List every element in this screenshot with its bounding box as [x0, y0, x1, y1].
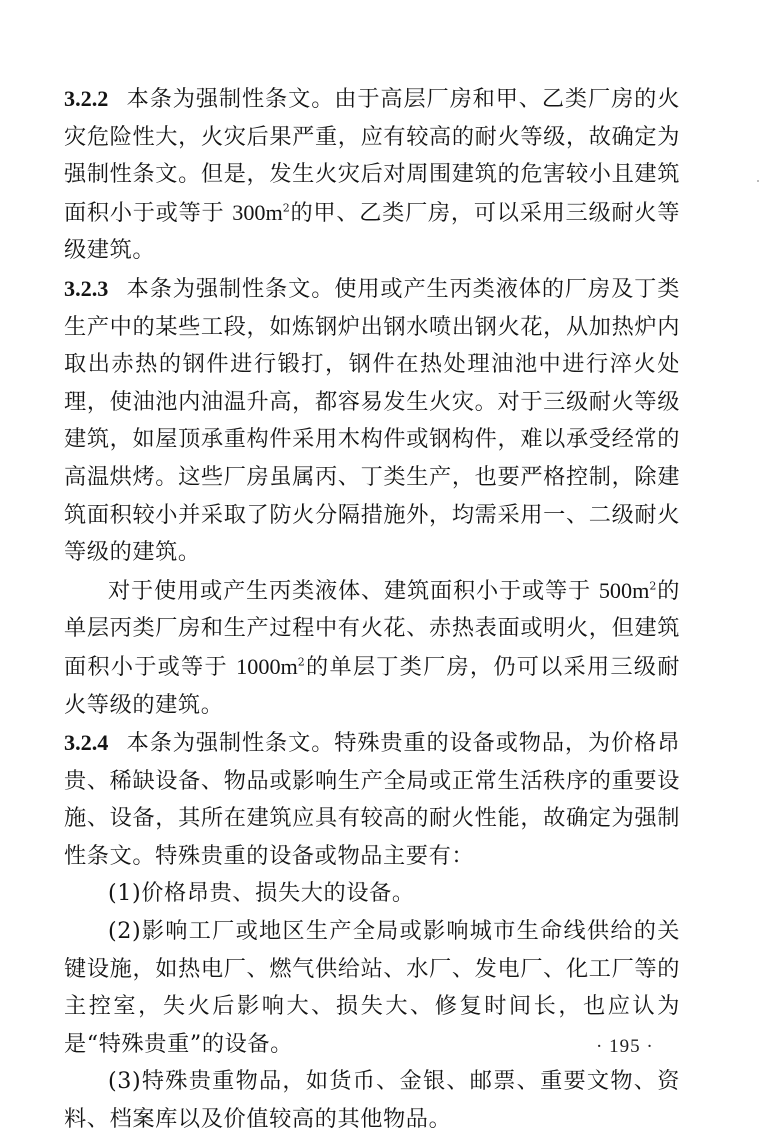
clause-text-end: 的甲、乙类厂房，可以采用三级耐火等级建筑。	[64, 199, 680, 264]
paragraph-text-end: 的单层丁类厂房，仍可以采用三级耐火等级的建筑。	[64, 653, 680, 718]
clause-text: 本条为强制性条文。特殊贵重的设备或物品，为价格昂贵、稀缺设备、物品或影响生产全局或正常生活秩序的重要设施、设备，其所在建筑应具有较高的耐火性能，故确定为强制性条文。特殊贵重的设备或物品主要有：	[64, 730, 680, 869]
clause-number: 3.2.2	[64, 86, 109, 111]
list-item-3: (3)特殊贵重物品，如货币、金银、邮票、重要文物、资料、档案库以及价值较高的其他物品。	[64, 1068, 680, 1133]
scan-speck	[757, 180, 759, 182]
area-value-2: 1000m	[236, 653, 298, 679]
area-superscript-2: 2	[297, 655, 306, 669]
clause-number: 3.2.3	[64, 275, 109, 301]
area-superscript-1: 2	[649, 579, 657, 593]
clause-3-2-3	[64, 270, 680, 572]
clause-3-2-4	[64, 724, 680, 875]
list-item-2: (2)影响工厂或地区生产全局或影响城市生命线供给的关键设施，如热电厂、燃气供给站、水厂、发电厂、化工厂等的主控室，失火后影响大、损失大、修复时间长，也应认为是“特殊贵重”的设备。	[64, 918, 680, 1057]
clause-text: 本条为强制性条文。由于高层厂房和甲、乙类厂房的火灾危险性大，火灾后果严重，应有较高的耐火等级，故确定为强制性条文。但是，发生火灾后对周围建筑的危害较小且建筑面积小于或等于	[64, 86, 680, 226]
area-superscript: 2	[282, 201, 291, 215]
clause-3-2-2	[64, 80, 680, 270]
document-body	[64, 80, 680, 1139]
paragraph-text-mid: 的单层丙类厂房和生产过程中有火花、赤热表面或明火，但建筑面积小于或等于	[64, 577, 680, 680]
list-item-1: (1)价格昂贵、损失大的设备。	[108, 880, 415, 907]
clause-3-2-3-paragraph-2	[64, 572, 680, 724]
area-value: 300m	[232, 199, 283, 225]
area-value-1: 500m	[598, 577, 650, 603]
paragraph-text: 对于使用或产生丙类液体、建筑面积小于或等于	[108, 577, 599, 604]
page-number: · 195 ·	[596, 1036, 654, 1057]
clause-number: 3.2.4	[64, 730, 109, 756]
clause-text: 本条为强制性条文。使用或产生丙类液体的厂房及丁类生产中的某些工段，如炼钢炉出钢水喷出钢火花，从加热炉内取出赤热的钢件进行锻打，钢件在热处理油池中进行淬火处理，使油池内油温升高，都容易发生火灾。对于三级耐火等级建筑，如屋顶承重构件采用木构件或钢构件，难以承受经常的高温烘烤。这些厂房虽属丙、丁类生产，也要严格控制，除建筑面积较小并采取了防火分隔措施外，均需采用一、二级耐火等级的建筑。	[64, 275, 680, 566]
